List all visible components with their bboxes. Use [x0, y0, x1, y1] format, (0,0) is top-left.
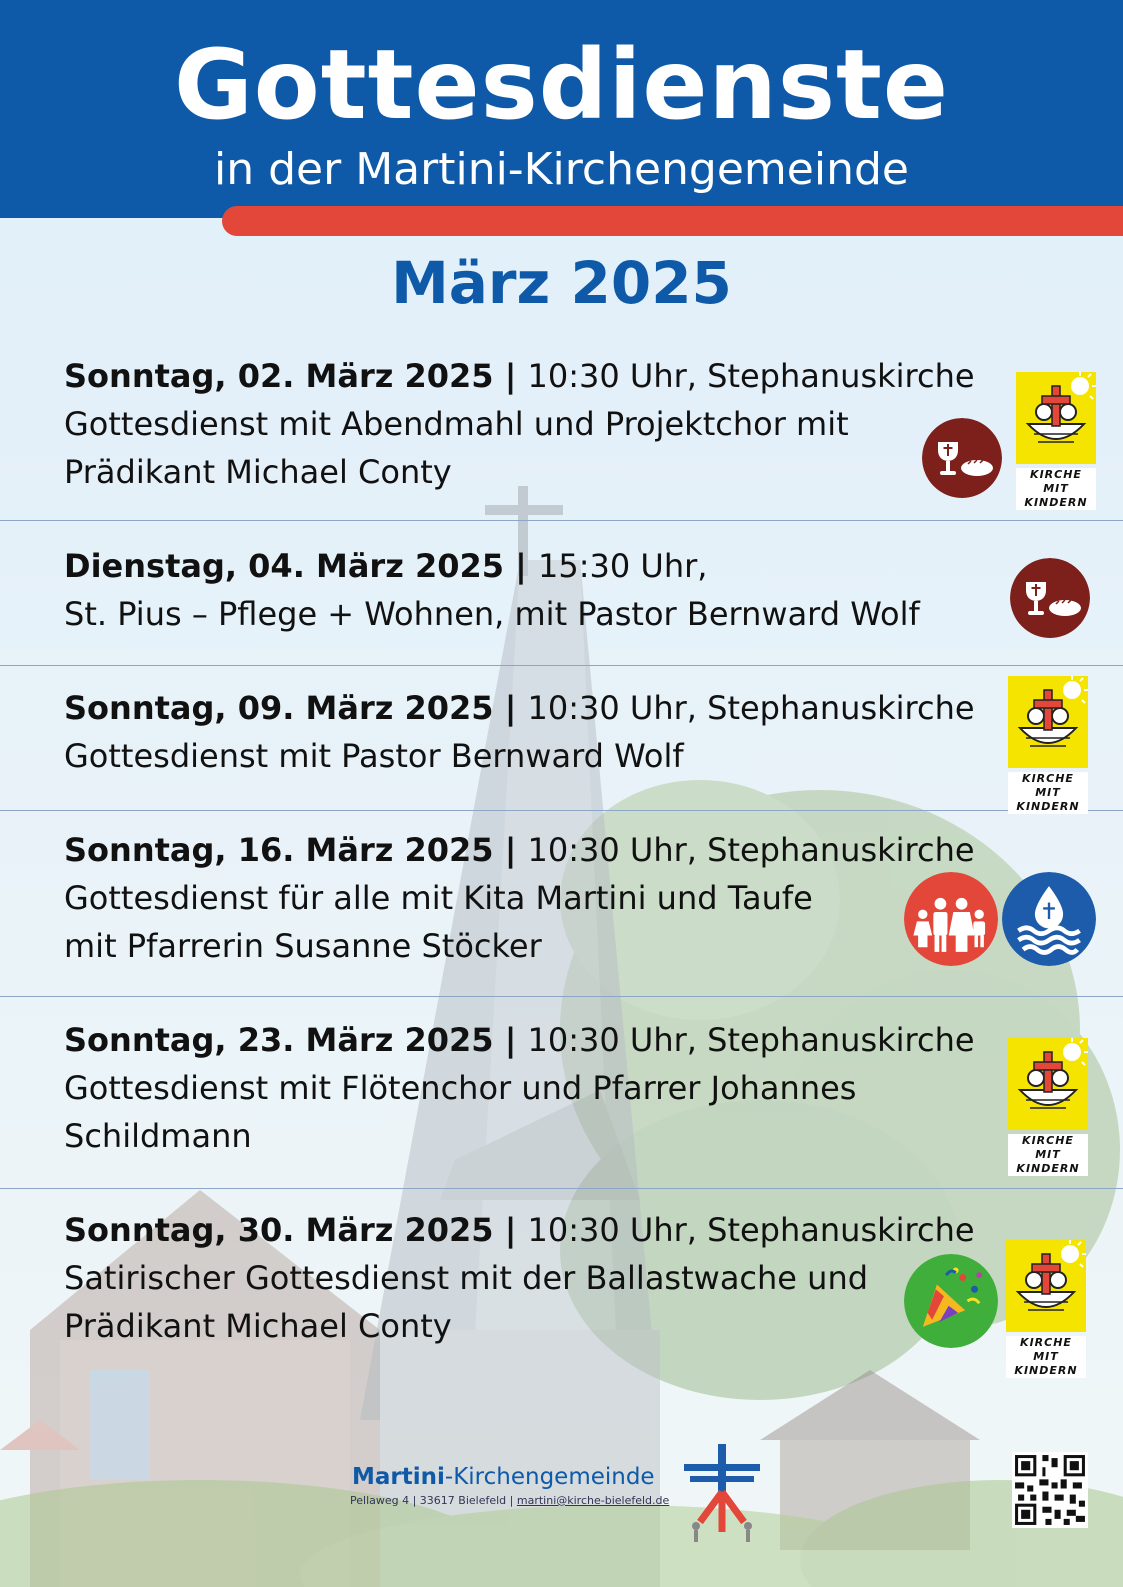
kirche-mit-kindern-logo — [1006, 1240, 1086, 1377]
event-date: Sonntag, 23. März 2025 — [64, 1021, 494, 1059]
event-separator: | — [493, 831, 528, 869]
divider — [0, 996, 1123, 997]
event-description-line: Schildmann — [64, 1117, 252, 1155]
divider — [0, 810, 1123, 811]
month-heading: März 2025 — [391, 249, 732, 317]
kirche-mit-kindern-logo — [1008, 1038, 1088, 1175]
party-popper-icon — [904, 1254, 998, 1348]
kirche-mit-kindern-logo — [1008, 676, 1088, 813]
page-title: Gottesdienste — [174, 29, 949, 141]
event-separator: | — [493, 1211, 528, 1249]
event-date: Sonntag, 16. März 2025 — [64, 831, 494, 869]
kirche-mit-kindern-emblem-icon — [1008, 1038, 1088, 1130]
kirche-mit-kindern-emblem-icon — [1016, 372, 1096, 464]
event-item — [64, 1206, 975, 1350]
event-item — [64, 1016, 975, 1160]
kmk-line1: KIRCHE MIT — [1030, 468, 1082, 495]
event-item — [64, 826, 975, 970]
footer-address-text: Pellaweg 4 | 33617 Bielefeld | — [350, 1494, 517, 1507]
event-separator: | — [504, 547, 538, 585]
event-description-line: mit Pfarrerin Susanne Stöcker — [64, 927, 542, 965]
kmk-line2: KINDERN — [1024, 496, 1088, 509]
event-time-place: 10:30 Uhr, Stephanuskirche — [527, 831, 975, 869]
footer-name-rest: -Kirchengemeinde — [444, 1464, 655, 1490]
footer-email-link[interactable]: martini@kirche-bielefeld.de — [516, 1494, 670, 1507]
qr-code[interactable] — [1012, 1452, 1088, 1528]
footer-address — [350, 1494, 669, 1507]
footer-name-bold: Martini — [352, 1464, 445, 1490]
kmk-line2: KINDERN — [1016, 800, 1080, 813]
event-separator: | — [493, 357, 528, 395]
event-description-line: Gottesdienst mit Abendmahl und Projektchor mit — [64, 405, 849, 443]
divider — [0, 520, 1123, 521]
event-item — [64, 684, 975, 780]
event-date: Sonntag, 02. März 2025 — [64, 357, 494, 395]
kirche-mit-kindern-emblem-icon — [1006, 1240, 1086, 1332]
event-separator: | — [493, 1021, 528, 1059]
kmk-text — [1008, 772, 1088, 814]
kmk-text — [1016, 468, 1096, 510]
event-separator: | — [493, 689, 528, 727]
event-description-line: Satirischer Gottesdienst mit der Ballastwache und — [64, 1259, 869, 1297]
event-item — [64, 542, 924, 638]
baptism-icon — [1002, 872, 1096, 966]
kmk-line2: KINDERN — [1016, 1162, 1080, 1175]
event-time-place: 10:30 Uhr, Stephanuskirche — [527, 1021, 975, 1059]
church-logo-icon — [684, 1444, 760, 1544]
event-time-place: 10:30 Uhr, Stephanuskirche — [527, 689, 975, 727]
kmk-line1: KIRCHE MIT — [1020, 1336, 1072, 1363]
divider — [0, 1188, 1123, 1189]
event-time-place: 10:30 Uhr, Stephanuskirche — [527, 1211, 975, 1249]
event-date: Sonntag, 30. März 2025 — [64, 1211, 494, 1249]
kirche-mit-kindern-emblem-icon — [1008, 676, 1088, 768]
kmk-text — [1006, 1336, 1086, 1378]
header-banner — [0, 0, 1123, 218]
kmk-text — [1008, 1134, 1088, 1176]
event-date: Sonntag, 09. März 2025 — [64, 689, 494, 727]
communion-icon — [1010, 558, 1090, 638]
event-time-place: 10:30 Uhr, Stephanuskirche — [527, 357, 975, 395]
event-description-line: Gottesdienst mit Flötenchor und Pfarrer Johannes — [64, 1069, 857, 1107]
footer-church-name — [352, 1464, 655, 1490]
kirche-mit-kindern-logo — [1016, 372, 1096, 509]
kmk-line2: KINDERN — [1014, 1364, 1078, 1377]
event-item — [64, 352, 975, 496]
kmk-line1: KIRCHE MIT — [1022, 1134, 1074, 1161]
page-subtitle: in der Martini-Kirchengemeinde — [214, 144, 909, 195]
kmk-line1: KIRCHE MIT — [1022, 772, 1074, 799]
event-description-line: Prädikant Michael Conty — [64, 453, 452, 491]
event-description-line: Prädikant Michael Conty — [64, 1307, 452, 1345]
event-time-place: 15:30 Uhr, — [538, 547, 708, 585]
event-date: Dienstag, 04. März 2025 — [64, 547, 505, 585]
family-icon — [904, 872, 998, 966]
divider — [0, 665, 1123, 666]
communion-icon — [922, 418, 1002, 498]
event-description-line: Gottesdienst für alle mit Kita Martini und Taufe — [64, 879, 813, 917]
event-description-line: Gottesdienst mit Pastor Bernward Wolf — [64, 737, 684, 775]
accent-bar — [222, 206, 1123, 236]
event-description-line: St. Pius – Pflege + Wohnen, mit Pastor Bernward Wolf — [64, 595, 920, 633]
